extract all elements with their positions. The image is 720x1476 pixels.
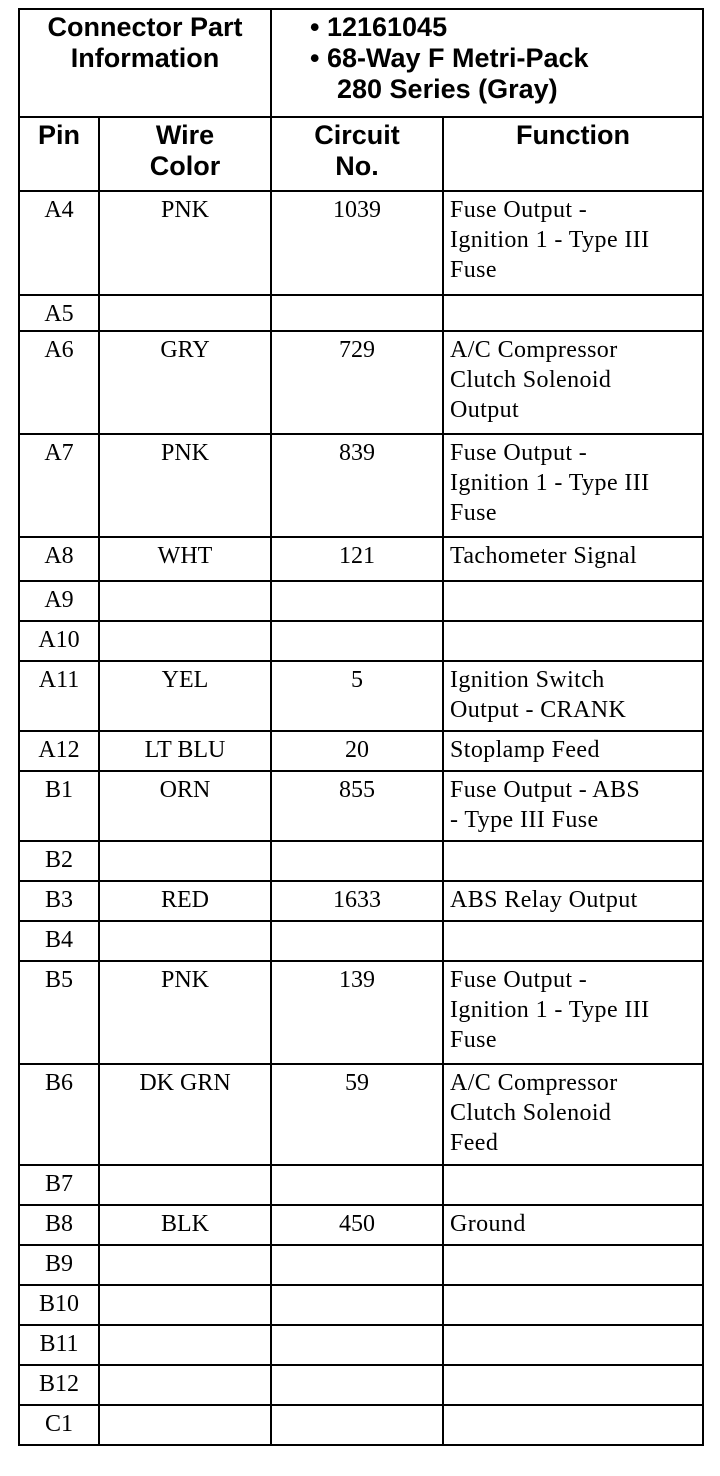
wire-color-cell [99, 1245, 271, 1285]
table-row [19, 295, 703, 331]
wire-color-cell [99, 581, 271, 621]
connector-info-row [19, 9, 703, 117]
function-cell [443, 537, 703, 581]
circuit-number-cell: 855 [271, 771, 443, 841]
connector-description-line1: • 68-Way F Metri-Pack [310, 43, 589, 73]
circuit-number-cell [271, 1245, 443, 1285]
circuit-number-cell: 139 [271, 961, 443, 1064]
circuit-number-cell: 5 [271, 661, 443, 731]
pin-cell: B9 [19, 1245, 99, 1285]
function-line: Ignition 1 - Type III [450, 997, 650, 1023]
pin-cell: B12 [19, 1365, 99, 1405]
circuit-number-cell: 839 [271, 434, 443, 537]
wire-color-cell [99, 1165, 271, 1205]
pin-cell: C1 [19, 1405, 99, 1445]
function-cell [443, 961, 703, 1064]
connector-part-info-label [19, 9, 271, 117]
function-line: - Type III Fuse [450, 807, 599, 833]
part-number: • 12161045 [310, 12, 448, 42]
wire-color-cell: BLK [99, 1205, 271, 1245]
function-line: Ignition Switch [450, 667, 605, 693]
circuit-number-cell [271, 921, 443, 961]
pin-cell: A12 [19, 731, 99, 771]
table-row [19, 961, 703, 1064]
wire-color-cell: LT BLU [99, 731, 271, 771]
function-cell [443, 295, 703, 331]
wire-color-cell [99, 1365, 271, 1405]
function-cell [443, 1205, 703, 1245]
function-line: Clutch Solenoid [450, 367, 612, 393]
connector-label-line2: Information [70, 43, 220, 73]
connector-pinout-table [18, 8, 704, 1446]
pin-cell: A10 [19, 621, 99, 661]
wire-color-cell [99, 1285, 271, 1325]
pin-cell: A5 [19, 295, 99, 331]
function-line: Fuse Output - ABS [450, 777, 641, 803]
function-line: Output - CRANK [450, 697, 627, 723]
wire-color-cell: WHT [99, 537, 271, 581]
function-cell [443, 1405, 703, 1445]
function-line: Ignition 1 - Type III [450, 470, 650, 496]
connector-description-line2: 280 Series (Gray) [337, 74, 558, 104]
pin-cell: B5 [19, 961, 99, 1064]
table-row [19, 191, 703, 295]
table-row [19, 661, 703, 731]
circuit-number-cell [271, 1165, 443, 1205]
function-line: Ground [450, 1211, 526, 1237]
circuit-number-cell: 20 [271, 731, 443, 771]
circuit-number-cell [271, 1405, 443, 1445]
circuit-number-cell: 729 [271, 331, 443, 434]
table-row [19, 921, 703, 961]
circuit-number-cell [271, 621, 443, 661]
wire-color-cell: PNK [99, 434, 271, 537]
wire-color-cell [99, 621, 271, 661]
circuit-number-cell [271, 1365, 443, 1405]
function-line: A/C Compressor [450, 1070, 618, 1096]
circuit-number-cell: 1039 [271, 191, 443, 295]
function-line: A/C Compressor [450, 337, 618, 363]
table-row [19, 331, 703, 434]
table-row [19, 621, 703, 661]
function-line: Fuse [450, 500, 497, 526]
table-row [19, 1205, 703, 1245]
function-line: Fuse Output - [450, 967, 588, 993]
wire-color-cell [99, 295, 271, 331]
function-line: Stoplamp Feed [450, 737, 600, 763]
table-row [19, 731, 703, 771]
function-cell [443, 1365, 703, 1405]
function-cell [443, 1325, 703, 1365]
function-cell [443, 621, 703, 661]
table-row [19, 1285, 703, 1325]
table-row [19, 1245, 703, 1285]
circuit-number-cell: 59 [271, 1064, 443, 1165]
function-cell [443, 191, 703, 295]
function-cell [443, 434, 703, 537]
function-cell [443, 921, 703, 961]
connector-part-info-value [271, 9, 703, 117]
function-cell [443, 1064, 703, 1165]
circuit-number-cell: 450 [271, 1205, 443, 1245]
function-line: Ignition 1 - Type III [450, 227, 650, 253]
function-cell [443, 331, 703, 434]
function-line: Clutch Solenoid [450, 1100, 612, 1126]
connector-label-line1: Connector Part [47, 12, 243, 42]
circuit-number-cell [271, 295, 443, 331]
function-cell [443, 581, 703, 621]
pin-cell: B8 [19, 1205, 99, 1245]
function-line: Fuse [450, 257, 497, 283]
table-row [19, 881, 703, 921]
function-cell [443, 1245, 703, 1285]
table-row [19, 771, 703, 841]
table-row [19, 1325, 703, 1365]
table-row [19, 1064, 703, 1165]
table-row [19, 537, 703, 581]
function-line: Fuse [450, 1027, 497, 1053]
function-line: Fuse Output - [450, 197, 588, 223]
wire-color-cell: PNK [99, 191, 271, 295]
pin-cell: B11 [19, 1325, 99, 1365]
circuit-number-cell [271, 1325, 443, 1365]
function-cell [443, 1285, 703, 1325]
function-cell [443, 881, 703, 921]
table-row [19, 1365, 703, 1405]
function-cell [443, 1165, 703, 1205]
function-cell [443, 771, 703, 841]
wire-color-cell [99, 921, 271, 961]
wire-color-cell [99, 1325, 271, 1365]
wire-color-cell: ORN [99, 771, 271, 841]
circuit-number-cell: 121 [271, 537, 443, 581]
pin-cell: A7 [19, 434, 99, 537]
pin-cell: B7 [19, 1165, 99, 1205]
function-cell [443, 731, 703, 771]
table-row [19, 434, 703, 537]
table-row [19, 1405, 703, 1445]
pin-cell: B6 [19, 1064, 99, 1165]
wire-color-cell: PNK [99, 961, 271, 1064]
wire-color-cell: DK GRN [99, 1064, 271, 1165]
wire-color-cell: RED [99, 881, 271, 921]
table-row [19, 581, 703, 621]
column-header-pin: Pin [19, 117, 99, 191]
pin-cell: A4 [19, 191, 99, 295]
pin-cell: B10 [19, 1285, 99, 1325]
function-cell [443, 661, 703, 731]
function-line: Output [450, 397, 520, 423]
column-header-function: Function [443, 117, 703, 191]
wire-color-cell: YEL [99, 661, 271, 731]
function-line: ABS Relay Output [450, 887, 638, 913]
function-line: Tachometer Signal [450, 543, 638, 569]
table-row [19, 1165, 703, 1205]
function-line: Feed [450, 1130, 499, 1156]
function-cell [443, 841, 703, 881]
table-row [19, 841, 703, 881]
column-header-wire-color: Wire Color [99, 117, 271, 191]
pin-cell: B2 [19, 841, 99, 881]
pin-cell: B1 [19, 771, 99, 841]
pin-cell: A11 [19, 661, 99, 731]
wire-color-cell [99, 1405, 271, 1445]
pin-cell: A9 [19, 581, 99, 621]
pin-cell: A8 [19, 537, 99, 581]
pin-rows [19, 191, 703, 1445]
circuit-number-cell [271, 841, 443, 881]
column-header-circuit-no: Circuit No. [271, 117, 443, 191]
column-header-row [19, 117, 703, 191]
circuit-number-cell: 1633 [271, 881, 443, 921]
pin-cell: B3 [19, 881, 99, 921]
pin-cell: A6 [19, 331, 99, 434]
circuit-number-cell [271, 1285, 443, 1325]
pin-cell: B4 [19, 921, 99, 961]
wire-color-cell [99, 841, 271, 881]
circuit-number-cell [271, 581, 443, 621]
wire-color-cell: GRY [99, 331, 271, 434]
function-line: Fuse Output - [450, 440, 588, 466]
